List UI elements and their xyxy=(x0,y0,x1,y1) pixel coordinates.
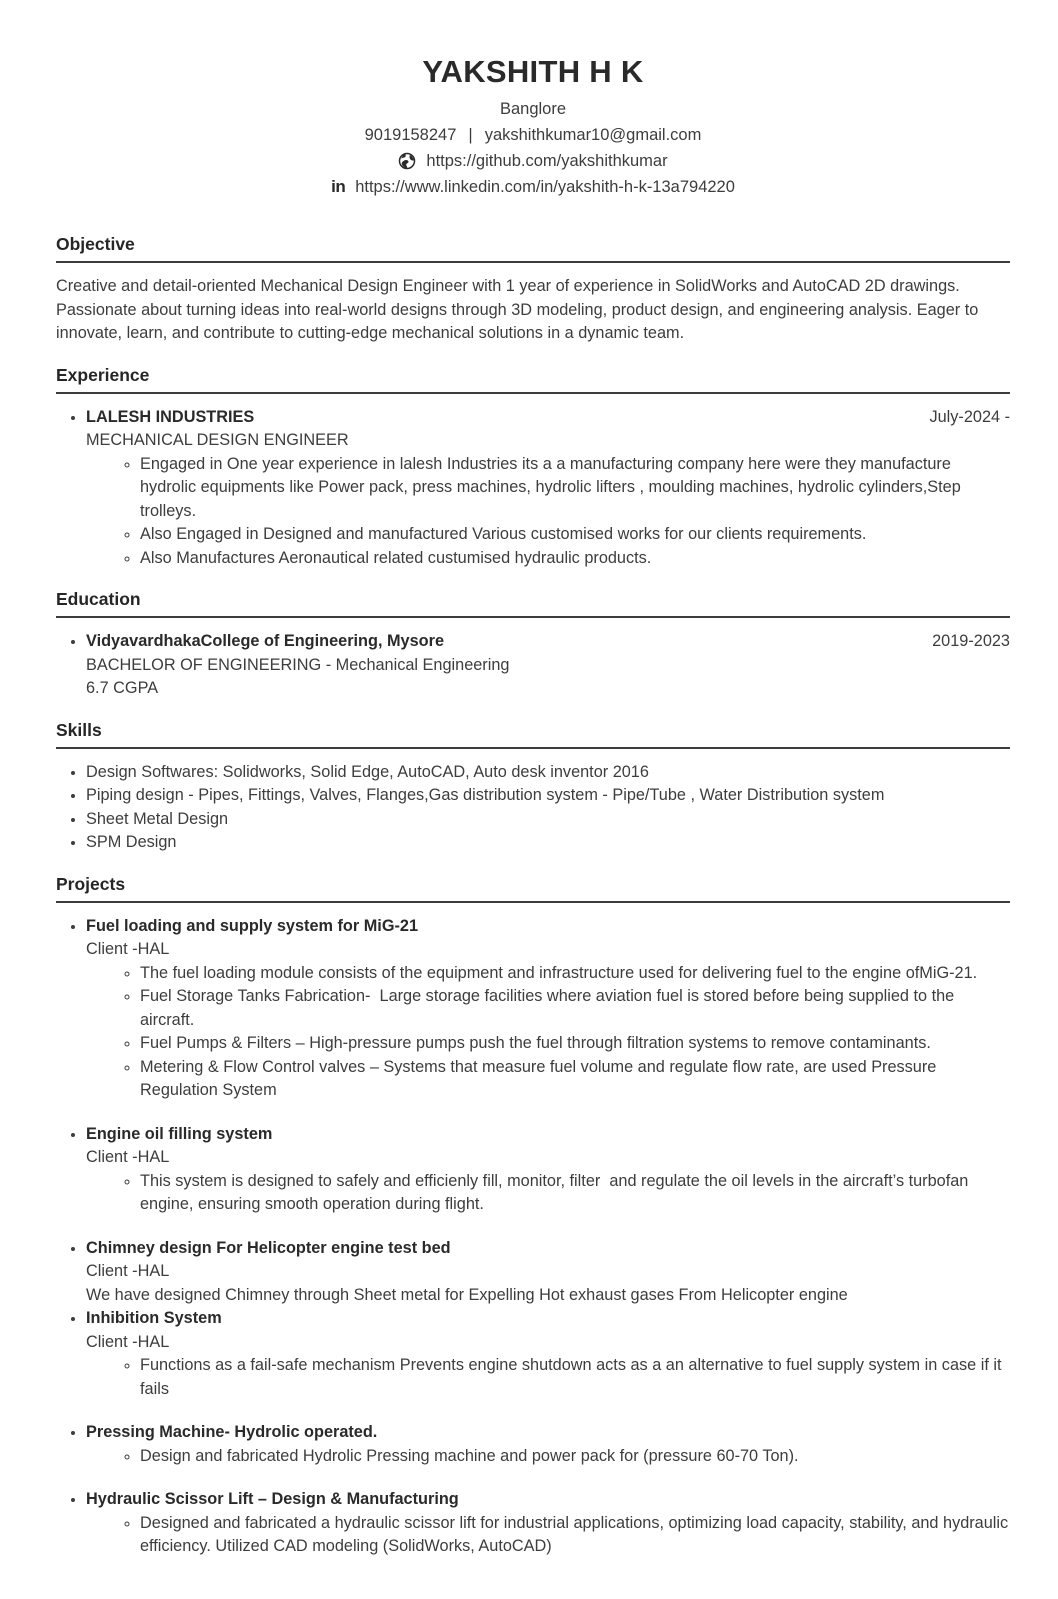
projects-heading: Projects xyxy=(56,874,1010,903)
project-title: • Hydraulic Scissor Lift – Design & Manufacturing xyxy=(86,1490,459,1508)
project-bullet: ◦ This system is designed to safely and efficienly fill, monitor, filter and regulate the oil levels in the aircraft’s turbofan engine, ensuring smooth operation during flight. xyxy=(140,1170,1010,1217)
section-objective xyxy=(56,234,1010,346)
project-title: • Chimney design For Helicopter engine test bed xyxy=(86,1238,451,1257)
school-name: • VidyavardhakaCollege of Engineering, Mysore xyxy=(86,632,444,650)
experience-date: July-2024 - xyxy=(929,407,1010,426)
project-title: • Inhibition System xyxy=(86,1309,222,1327)
project-entry xyxy=(86,915,1010,1103)
project-client: Client -HAL xyxy=(86,1148,170,1166)
experience-bullet: ◦ Also Manufactures Aeronautical related custumised hydraulic products. xyxy=(140,547,1010,571)
project-title: • Fuel loading and supply system for MiG-21 xyxy=(86,916,419,935)
candidate-name: YAKSHITH H K xyxy=(422,54,644,89)
education-date: 2019-2023 xyxy=(932,632,1010,650)
section-skills xyxy=(56,720,1010,855)
email-link[interactable]: yakshithkumar10@gmail.com xyxy=(484,126,702,144)
github-link[interactable]: https://github.com/yakshithkumar xyxy=(426,152,668,170)
project-entry xyxy=(86,1307,1010,1401)
education-heading: Education xyxy=(56,589,1010,618)
phone-number[interactable]: 9019158247 xyxy=(364,126,457,144)
objective-heading: Objective xyxy=(56,234,1010,263)
location-line xyxy=(56,96,1010,122)
experience-heading: Experience xyxy=(56,365,1010,394)
company-name: • LALESH INDUSTRIES xyxy=(86,407,255,426)
project-bullet: ◦ Functions as a fail-safe mechanism Prevents engine shutdown acts as a an alternative to fuel supply system in case if it fails xyxy=(140,1354,1010,1401)
skill-item: • Piping design - Pipes, Fittings, Valves, Flanges,Gas distribution system - Pipe/Tube , Water Distribution system xyxy=(86,784,1010,808)
project-bullet: ◦ Fuel Storage Tanks Fabrication- Large storage facilities where aviation fuel is stored before being supplied to the aircraft. xyxy=(140,985,1010,1032)
contact-separator: | xyxy=(468,126,473,144)
skill-item: • Design Softwares: Solidworks, Solid Edge, AutoCAD, Auto desk inventor 2016 xyxy=(86,761,1010,785)
experience-bullet: ◦ Engaged in One year experience in lalesh Industries its a a manufacturing company here were they manufacture hydrolic equipments like Power pack, press machines, hydrolic lifters , moulding machines, hydrolic cylinders,Step trolleys. xyxy=(140,453,1010,524)
project-client: Client -HAL xyxy=(86,940,170,958)
project-description: We have designed Chimney through Sheet metal for Expelling Hot exhaust gases From Helicopter engine xyxy=(86,1285,848,1304)
skill-item: • Sheet Metal Design xyxy=(86,808,1010,832)
location-text: Banglore xyxy=(499,100,567,118)
education-entry xyxy=(86,630,1010,701)
skills-heading: Skills xyxy=(56,720,1010,749)
project-client: Client -HAL xyxy=(86,1262,170,1280)
experience-entry xyxy=(86,406,1010,571)
linkedin-icon: in xyxy=(331,177,346,196)
experience-bullet: ◦ Also Engaged in Designed and manufactured Various customised works for our clients requirements. xyxy=(140,523,1010,547)
objective-text: Creative and detail-oriented Mechanical Design Engineer with 1 year of experience in SolidWorks and AutoCAD 2D drawings. Passionate about turning ideas into real-world designs through 3D modeling, product design, and engineering analysis. Eager to innovate, learn, and contribute to cutting-edge mechanical solutions in a dynamic team. xyxy=(56,277,983,342)
skill-item: • SPM Design xyxy=(86,831,1010,855)
section-education xyxy=(56,589,1010,701)
phone-email-line xyxy=(56,122,1010,148)
section-experience xyxy=(56,365,1010,571)
linkedin-line xyxy=(56,174,1010,200)
gpa: 6.7 CGPA xyxy=(86,679,159,697)
project-entry xyxy=(86,1488,1013,1559)
section-projects xyxy=(56,873,1013,1559)
globe-icon xyxy=(398,152,416,170)
project-title: • Engine oil filling system xyxy=(86,1124,273,1143)
project-entry xyxy=(86,1421,1010,1468)
github-line xyxy=(56,148,1010,174)
linkedin-link[interactable]: https://www.linkedin.com/in/yakshith-h-k-13a794220 xyxy=(355,178,735,196)
project-title: • Pressing Machine- Hydrolic operated. xyxy=(86,1423,378,1441)
project-bullet: ◦ Fuel Pumps & Filters – High-pressure pumps push the fuel through filtration systems to remove contaminants. xyxy=(140,1032,1010,1056)
project-client: Client -HAL xyxy=(86,1332,170,1351)
project-entry xyxy=(86,1123,1010,1217)
project-bullet: ◦ Designed and fabricated a hydraulic scissor lift for industrial applications, optimizing load capacity, stability, and hydraulic efficiency. Utilized CAD modeling (SolidWorks, AutoCAD) xyxy=(140,1512,1010,1559)
project-bullet: ◦ Design and fabricated Hydrolic Pressing machine and power pack for (pressure 60-70 Ton). xyxy=(140,1445,1010,1469)
project-entry xyxy=(86,1237,1010,1308)
project-bullet: ◦ The fuel loading module consists of the equipment and infrastructure used for delivering fuel to the engine ofMiG-21. xyxy=(140,962,1010,986)
job-title: MECHANICAL DESIGN ENGINEER xyxy=(86,431,349,449)
resume-header xyxy=(56,54,1010,200)
degree: BACHELOR OF ENGINEERING - Mechanical Engineering xyxy=(86,655,510,674)
project-bullet: ◦ Metering & Flow Control valves – Systems that measure fuel volume and regulate flow rate, are used Pressure Regulation System xyxy=(140,1056,1010,1103)
